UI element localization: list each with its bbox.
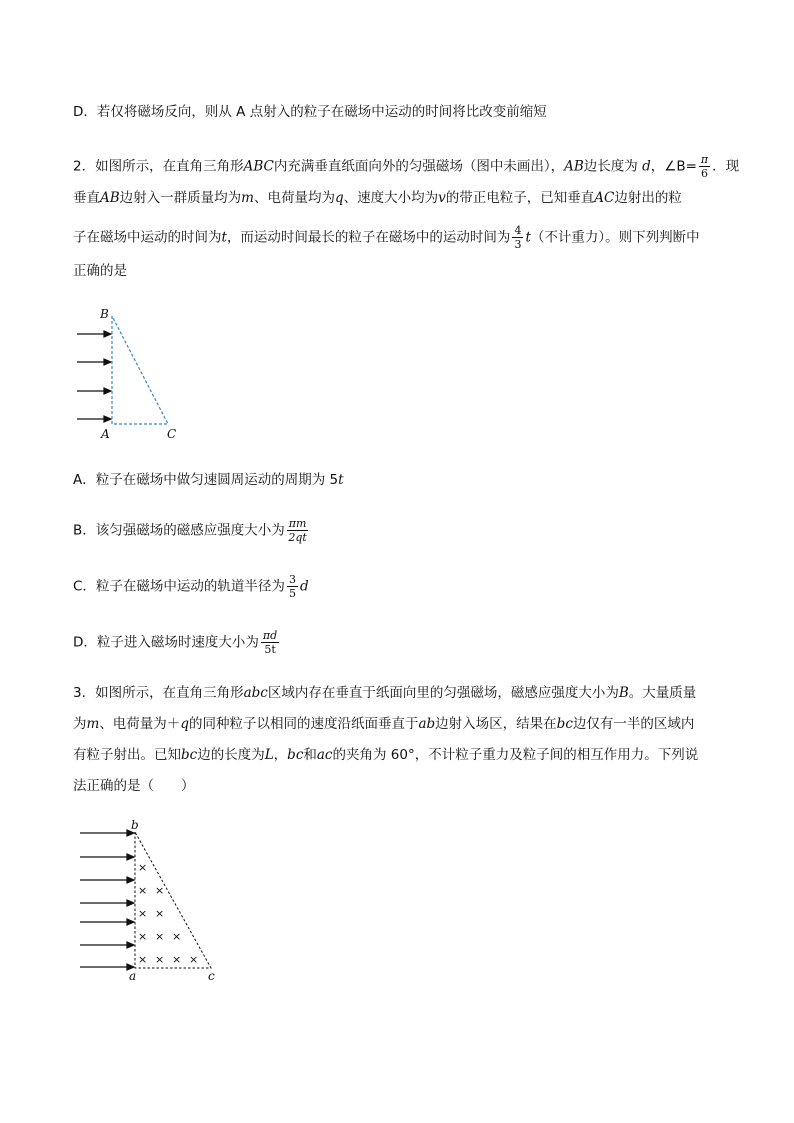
q3-stem-line-3: 有粒子射出。已知bc边的长度为L，bc和ac的夹角为 60°，不计粒子重力及粒子间的相互作用力。下列说	[73, 747, 699, 763]
label-b-small: b	[131, 818, 139, 832]
q2-option-b: B．该匀强磁场的磁感应强度大小为 $\frac{\pi m}{2qt}$	[73, 517, 307, 544]
arrow-head	[104, 388, 111, 394]
cross: ×	[189, 953, 199, 966]
q3-stem-line-2: 为m、电荷量为＋q的同种粒子以相同的速度沿纸面垂直于ab边射入场区，结果在bc边仅有一半的区域内	[73, 716, 695, 732]
angle-fraction: $\frac{\pi}{6}$	[700, 153, 709, 180]
arrow-head	[127, 877, 134, 883]
q2-arrows	[77, 331, 111, 422]
label-b: B	[100, 307, 109, 321]
cross: ×	[155, 907, 165, 920]
q2-option-a: A．粒子在磁场中做匀速圆周运动的周期为 5t	[73, 472, 344, 488]
arrow-head	[127, 854, 134, 860]
arrow-head	[127, 900, 134, 906]
cross: ×	[155, 930, 165, 943]
q2-option-d: D．粒子进入磁场时速度大小为 $\frac{\pi d}{5t}$	[73, 629, 278, 656]
q1-option-d: D．若仅将磁场反向，则从 A 点射入的粒子在磁场中运动的时间将比改变前缩短	[73, 104, 547, 120]
q3-stem-line-1: 3．如图所示，在直角三角形abc区域内存在垂直于纸面向里的匀强磁场，磁感应强度大小为B。大量质量	[73, 685, 697, 701]
q2-stem-line-3: 子在磁场中运动的时间为t，而运动时间最长的粒子在磁场中的运动时间为 $\frac{4}{3}$ t（不计重力）。则下列判断中	[73, 224, 700, 251]
cross: ×	[138, 884, 148, 897]
arrow-head	[127, 942, 134, 948]
label-c: C	[167, 427, 177, 441]
cross: ×	[138, 953, 148, 966]
cross: ×	[138, 861, 148, 874]
c-fraction: $\frac{3}{5}$	[288, 573, 296, 600]
arrow-head	[104, 416, 111, 422]
label-a: A	[101, 427, 110, 441]
cross: ×	[138, 930, 148, 943]
q2-stem-line-4: 正确的是	[73, 263, 127, 279]
magnetic-field-crosses	[138, 861, 198, 966]
cross: ×	[172, 953, 182, 966]
b-fraction: $\frac{\pi m}{2qt}$	[288, 517, 307, 544]
cross: ×	[155, 884, 165, 897]
arrow-head	[104, 331, 111, 337]
arrow-head	[127, 919, 134, 925]
cross: ×	[172, 930, 182, 943]
time-fraction: $\frac{4}{3}$	[514, 224, 522, 251]
label-c-small: c	[208, 969, 215, 983]
q2-stem-line-2: 垂直AB边射入一群质量均为m、电荷量均为q、速度大小均为v的带正电粒子，已知垂直AC边射出的粒	[73, 190, 682, 206]
q3-arrows	[80, 830, 134, 970]
q2-stem-line-1: 2．如图所示，在直角三角形ABC内充满垂直纸面向外的匀强磁场（图中未画出），AB边长度为 d，∠B= $\frac{\pi}{6}$ ．现	[73, 153, 740, 180]
q2-option-c: C．粒子在磁场中运动的轨道半径为 $\frac{3}{5}$ d	[73, 573, 309, 600]
triangle-abc-field	[135, 832, 211, 968]
triangle-abc	[112, 316, 168, 424]
d-fraction: $\frac{\pi d}{5t}$	[262, 629, 278, 656]
q3-stem-line-4: 法正确的是（ ）	[73, 778, 195, 794]
cross: ×	[138, 907, 148, 920]
cross: ×	[155, 953, 165, 966]
label-a-small: a	[129, 969, 137, 983]
arrow-head	[104, 359, 111, 365]
